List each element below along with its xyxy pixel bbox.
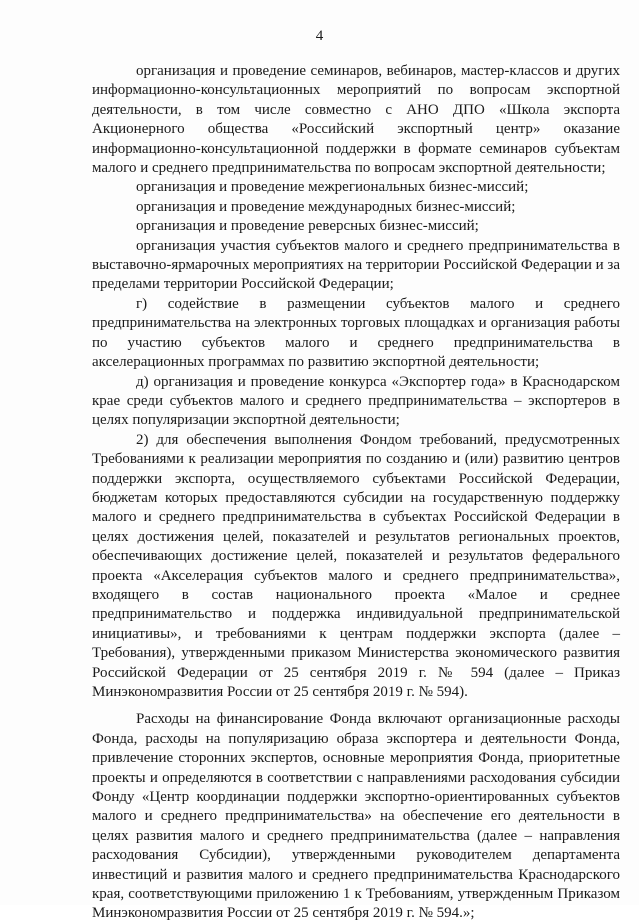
paragraph-reverse-missions: организация и проведение реверсных бизнес-миссий; (136, 218, 479, 235)
paragraph-item-g: г) содействие в размещении субъектов малого и среднего предпринимательства на электронных торговых площадках и организация работы по участию субъектов малого и среднего предпринимательства в акселерационных программах по развитию экспортной деятельности; (92, 295, 620, 371)
document-body (92, 62, 620, 924)
paragraph-exhibitions: организация участия субъектов малого и среднего предпринимательства в выставочно-ярмарочных мероприятиях на территории Российской Федерации и за пределами территории Российской Федерации; (92, 237, 620, 293)
paragraph-international-missions: организация и проведение международных бизнес-миссий; (136, 198, 516, 215)
page-number: 4 (315, 28, 324, 44)
paragraph-seminars: организация и проведение семинаров, вебинаров, мастер-классов и других информационно-консультационных мероприятий по вопросам экспортной деятельности, в том числе совместно с АНО ДПО «Школа экспорта Акционерного общества «Российский экспортный центр» оказание информационно-консультационной поддержки в формате семинаров субъектам малого и среднего предпринимательства по вопросам экспортной деятельности; (92, 63, 620, 177)
paragraph-expenses: Расходы на финансирование Фонда включают организационные расходы Фонда, расходы на популяризацию образа экспортера и деятельности Фонда, привлечение сторонних экспертов, основные мероприятия Фонда, приоритетные проекты и определяются в соответствии с направлениями расходования субсидии Фонду «Центр координации поддержки экспортно-ориентированных субъектов малого и среднего предпринимательства» на обеспечение его деятельности в целях развития малого и среднего предпринимательства (далее – направления расходования Субсидии), утвержденными руководителем департамента инвестиций и развития малого и среднего предпринимательства Краснодарского края, соответствующими приложению 1 к Требованиям, утвержденным Приказом Минэкономразвития России от 25 сентября 2019 г. № 594.»; (92, 711, 620, 922)
paragraph-item-2: 2) для обеспечения выполнения Фондом требований, предусмотренных Требованиями к реализации мероприятия по созданию и (или) развитию центров поддержки экспорта, осуществляемого субъектами Российской Федерации, бюджетам которых предоставляются субсидии на государственную поддержку малого и среднего предпринимательства в субъектах Российской Федерации в целях достижения целей, показателей и результатов региональных проектов, обеспечивающих достижение целей, показателей и результатов федерального проекта «Акселерация субъектов малого и среднего предпринимательства», входящего в состав национального проекта «Малое и среднее предпринимательство и поддержка индивидуальной предпринимательской инициативы», и требованиями к центрам поддержки экспорта (далее – Требования), утвержденными приказом Министерства экономического развития Российской Федерации от 25 сентября 2019 г. № 594 (далее – Приказ Минэкономразвития России от 25 сентября 2019 г. № 594). (92, 431, 620, 700)
paragraph-item-d: д) организация и проведение конкурса «Экспортер года» в Краснодарском крае среди субъектов малого и среднего предпринимательства – экспортеров в целях популяризации экспортной деятельности; (92, 373, 620, 429)
paragraph-interregional-missions: организация и проведение межрегиональных бизнес-миссий; (136, 179, 529, 196)
